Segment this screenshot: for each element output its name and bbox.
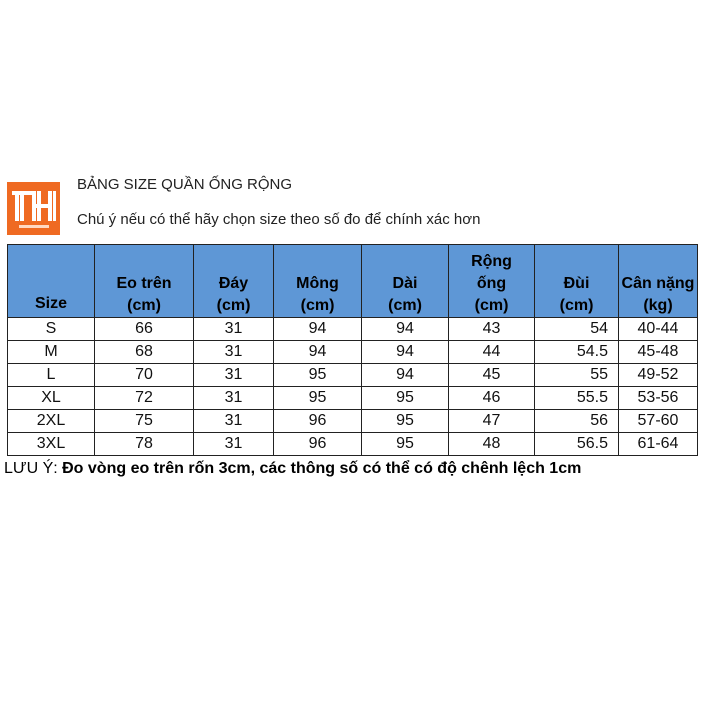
cell-leg-width: 43 [449, 318, 535, 341]
note-label: LƯU Ý: [4, 460, 63, 477]
cell-waist: 72 [95, 387, 194, 410]
col-header-weight: Cân nặng (kg) [619, 245, 698, 318]
table-row [8, 318, 698, 341]
cell-hip: 95 [274, 387, 362, 410]
cell-thigh: 56 [535, 410, 619, 433]
cell-hip: 95 [274, 364, 362, 387]
cell-crotch: 31 [194, 364, 274, 387]
cell-waist: 75 [95, 410, 194, 433]
cell-waist: 70 [95, 364, 194, 387]
cell-length: 94 [362, 364, 449, 387]
cell-crotch: 31 [194, 433, 274, 456]
table-row [8, 341, 698, 364]
col-header-size: Size [8, 245, 95, 318]
col-header-crotch: Đáy (cm) [194, 245, 274, 318]
cell-waist: 66 [95, 318, 194, 341]
cell-weight: 61-64 [619, 433, 698, 456]
cell-size: M [8, 341, 95, 364]
cell-hip: 96 [274, 433, 362, 456]
col-header-hip: Mông (cm) [274, 245, 362, 318]
size-chart-table [7, 244, 698, 456]
cell-size: L [8, 364, 95, 387]
cell-leg-width: 48 [449, 433, 535, 456]
table-row [8, 387, 698, 410]
cell-leg-width: 47 [449, 410, 535, 433]
cell-weight: 45-48 [619, 341, 698, 364]
cell-hip: 94 [274, 318, 362, 341]
cell-thigh: 54.5 [535, 341, 619, 364]
cell-leg-width: 45 [449, 364, 535, 387]
cell-thigh: 54 [535, 318, 619, 341]
cell-leg-width: 44 [449, 341, 535, 364]
brand-logo-icon [7, 182, 60, 235]
col-header-thigh: Đùi (cm) [535, 245, 619, 318]
table-header-row [8, 245, 698, 318]
note [4, 460, 581, 478]
cell-crotch: 31 [194, 410, 274, 433]
table-row [8, 433, 698, 456]
col-header-length: Dài (cm) [362, 245, 449, 318]
cell-weight: 40-44 [619, 318, 698, 341]
brand-logo [7, 182, 60, 235]
cell-thigh: 56.5 [535, 433, 619, 456]
cell-size: S [8, 318, 95, 341]
col-header-leg-width: Rộng ống (cm) [449, 245, 535, 318]
table-row [8, 364, 698, 387]
cell-thigh: 55.5 [535, 387, 619, 410]
cell-weight: 49-52 [619, 364, 698, 387]
cell-size: 2XL [8, 410, 95, 433]
page-title: BẢNG SIZE QUẦN ỐNG RỘNG [77, 176, 293, 193]
page-subtitle: Chú ý nếu có thể hãy chọn size theo số đo để chính xác hơn [77, 211, 481, 228]
cell-weight: 53-56 [619, 387, 698, 410]
cell-waist: 78 [95, 433, 194, 456]
cell-size: 3XL [8, 433, 95, 456]
note-text: Đo vòng eo trên rốn 3cm, các thông số có thể có độ chênh lệch 1cm [62, 460, 582, 477]
cell-waist: 68 [95, 341, 194, 364]
cell-size: XL [8, 387, 95, 410]
cell-crotch: 31 [194, 318, 274, 341]
col-header-waist: Eo trên (cm) [95, 245, 194, 318]
cell-length: 95 [362, 410, 449, 433]
cell-thigh: 55 [535, 364, 619, 387]
cell-hip: 94 [274, 341, 362, 364]
cell-length: 95 [362, 387, 449, 410]
cell-length: 94 [362, 318, 449, 341]
cell-crotch: 31 [194, 387, 274, 410]
cell-weight: 57-60 [619, 410, 698, 433]
cell-crotch: 31 [194, 341, 274, 364]
cell-leg-width: 46 [449, 387, 535, 410]
cell-length: 94 [362, 341, 449, 364]
cell-hip: 96 [274, 410, 362, 433]
cell-length: 95 [362, 433, 449, 456]
table-row [8, 410, 698, 433]
